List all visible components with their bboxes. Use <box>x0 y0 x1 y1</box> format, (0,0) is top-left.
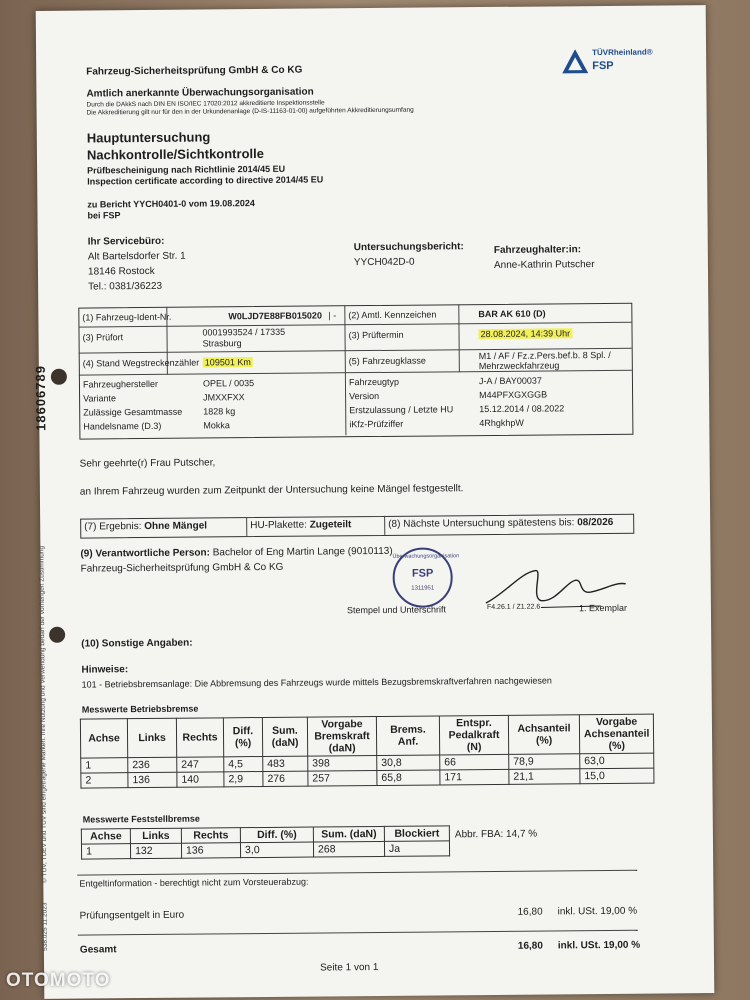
check-digit-label: iKfz-Prüfziffer <box>349 418 404 430</box>
inspection-place-label: (3) Prüfort <box>82 332 124 343</box>
next-inspection-label: (8) Nächste Untersuchung spätestens bis: <box>388 517 575 530</box>
doc-subtitle-en: Inspection certificate according to directive 2014/45 EU <box>87 174 324 187</box>
office-city: 18146 Rostock <box>87 265 155 278</box>
responsible-company: Fahrzeug-Sicherheitsprüfung GmbH & Co KG <box>80 561 284 575</box>
plaque-label: HU-Plakette: <box>250 519 307 532</box>
greeting: Sehr geehrte(r) Frau Putscher, <box>79 457 216 470</box>
table-cell: Ja <box>384 841 449 857</box>
vehicle-class-value: M1 / AF / Fz.z.Pers.bef.b. 8 Spl. / <box>478 349 611 362</box>
table-cell: 2,9 <box>224 771 263 786</box>
table-header: Rechts <box>181 828 240 844</box>
tuv-brand: TÜVRheinland® <box>592 47 653 58</box>
table-header: Links <box>130 828 181 843</box>
accreditation-title: Amtlich anerkannte Überwachungsorganisation <box>86 86 314 100</box>
punch-hole <box>49 627 65 643</box>
inspection-place-id: 0001993524 / 17335 <box>202 326 286 338</box>
table-cell: 4,5 <box>224 756 263 771</box>
version-value: M44PFXGXGGB <box>479 389 548 401</box>
table-cell: 268 <box>313 841 384 857</box>
table-cell: 276 <box>263 771 308 786</box>
fee-label: Prüfungsentgelt in Euro <box>79 909 185 922</box>
table-cell: 78,9 <box>509 754 580 770</box>
table-cell: 2 <box>81 773 128 788</box>
table-cell: 398 <box>308 755 377 771</box>
page-number: Seite 1 von 1 <box>320 961 379 974</box>
tuv-triangle-icon <box>561 48 589 74</box>
otomoto-watermark: OTOMOTO <box>6 970 111 991</box>
side-trademark-note: © TÜV, TUEV und TUV sind eingetragene Marken. Ihre Nutzung und Verwendung bedarf der vorherigen Zustimmung <box>38 545 49 883</box>
table-cell: 247 <box>177 757 224 772</box>
table-cell: 1 <box>81 844 130 859</box>
hint-text: 101 - Betriebsbremsanlage: Die Abbremsung des Fahrzeugs wurde mittels Bezugsbremskraftverfahren nachgewiesen <box>81 675 552 690</box>
report-reference: zu Bericht YYCH0401-0 vom 19.08.2024 <box>87 198 255 210</box>
vin-value: W0LJD7E88FB015020 <box>228 310 322 322</box>
vehicle-type-value: J-A / BAY00037 <box>478 375 542 387</box>
table-cell: 1 <box>81 758 128 773</box>
next-inspection-value: 08/2026 <box>577 516 614 529</box>
check-digit-value: 4RhgkhpW <box>479 417 524 429</box>
inspection-date-value: 28.08.2024, 14:39 Uhr <box>480 328 571 340</box>
table-header: Diff. (%) <box>240 827 313 843</box>
parking-brake-title: Messwerte Feststellbremse <box>82 813 200 825</box>
mass-label: Zulässige Gesamtmasse <box>83 406 183 418</box>
table-header: Achse <box>81 829 130 844</box>
table-cell: 236 <box>128 757 177 772</box>
stamp-text: Überwachungsorganisation <box>392 553 460 560</box>
table-cell: 65,8 <box>377 770 440 786</box>
variant-label: Variante <box>83 393 116 404</box>
vin-label: (1) Fahrzeug-Ident-Nr. <box>82 311 172 323</box>
divider <box>78 930 638 936</box>
table-cell: 257 <box>308 770 377 786</box>
holder-value: Anne-Kathrin Putscher <box>493 259 595 271</box>
responsible-label: (9) Verantwortliche Person: <box>80 547 210 560</box>
version-label: Version <box>349 390 380 402</box>
mass-value: 1828 kg <box>203 406 236 417</box>
misc-label: (10) Sonstige Angaben: <box>81 637 193 650</box>
vin-dash: | - <box>328 310 337 321</box>
table-cell: 21,1 <box>509 769 580 785</box>
table-header: Entspr. Pedalkraft (N) <box>439 715 508 755</box>
table-row <box>81 841 449 859</box>
manufacturer-value: OPEL / 0035 <box>202 378 255 389</box>
table-header: Vorgabe Bremskraft (daN) <box>307 716 376 756</box>
table-header: Sum. (daN) <box>262 717 307 756</box>
stamp-fsp: FSP <box>411 567 434 580</box>
doc-title-2: Nachkontrolle/Sichtkontrolle <box>86 145 265 163</box>
vehicle-class-label: (5) Fahrzeugklasse <box>348 355 426 367</box>
punch-hole <box>51 369 67 385</box>
table-cell: 30,8 <box>377 755 440 771</box>
trade-name-label: Handelsname (D.3) <box>83 420 162 432</box>
divider <box>77 870 637 876</box>
table-cell: 140 <box>177 772 224 787</box>
table-header: Brems. Anf. <box>376 716 439 756</box>
registration-value: 15.12.2014 / 08.2022 <box>479 403 565 415</box>
office-street: Alt Bartelsdorfer Str. 1 <box>87 250 186 263</box>
form-number: 538.025 11.2023 <box>41 902 49 951</box>
table-cell: 63,0 <box>580 753 654 769</box>
fba-value: Abbr. FBA: 14,7 % <box>454 828 538 841</box>
holder-label: Fahrzeughalter:in: <box>493 244 582 256</box>
accreditation-line2: Die Akkreditierung gilt nur für den in der Urkundenanlage (D-IS-11163-01-00) aufgeführten Akkreditierungsumfang <box>86 106 414 117</box>
odometer-label: (4) Stand Wegstreckenzähler <box>82 357 200 369</box>
table-header: Rechts <box>176 718 223 757</box>
table-header: Diff. (%) <box>223 717 262 756</box>
table-cell: 132 <box>130 843 181 858</box>
office-label: Ihr Servicebüro: <box>87 235 165 248</box>
table-cell: 3,0 <box>240 842 313 858</box>
report-label: Untersuchungsbericht: <box>353 241 464 254</box>
form-code: F4.26.1 / Z1.22.6 <box>486 603 541 612</box>
table-header: Blockiert <box>384 826 449 842</box>
parking-brake-table <box>81 825 450 859</box>
vehicle-class-value-2: Mehrzweckfahrzeug <box>478 360 560 372</box>
office-tel: Tel.: 0381/36223 <box>88 280 163 293</box>
table-header: Achsanteil (%) <box>508 715 579 755</box>
table-cell: 483 <box>263 756 308 771</box>
odometer-value: 109501 Km <box>204 357 251 368</box>
signature-label: Stempel und Unterschrift <box>346 604 447 616</box>
company-name: Fahrzeug-Sicherheitsprüfung GmbH & Co KG <box>86 64 303 78</box>
fee-tax: inkl. USt. 19,00 % <box>557 905 638 918</box>
service-brake-table <box>80 714 655 789</box>
manufacturer-label: Fahrzeughersteller <box>82 378 159 390</box>
trade-name-value: Mokka <box>203 420 230 431</box>
table-header: Links <box>127 718 176 757</box>
report-value: YYCH042D-0 <box>353 256 415 269</box>
accreditation-line1: Durch die DAkkS nach DIN EN ISO/IEC 17020:2012 akkreditierte Inspektionsstelle <box>86 99 325 109</box>
total-tax: inkl. USt. 19,00 % <box>557 939 641 952</box>
doc-title: Hauptuntersuchung <box>86 129 211 146</box>
inspection-document <box>32 5 715 999</box>
stamp-number: 1311951 <box>411 585 435 592</box>
table-cell: 171 <box>440 769 509 785</box>
table-header: Sum. (daN) <box>313 826 384 842</box>
result-value: Ohne Mängel <box>144 520 208 533</box>
result-label: (7) Ergebnis: <box>84 521 142 533</box>
fsp-brand: FSP <box>592 59 614 73</box>
hint-label: Hinweise: <box>81 664 129 676</box>
fee-value: 16,80 <box>517 906 543 918</box>
registration-label: Erstzulassung / Letzte HU <box>349 404 454 416</box>
service-brake-title: Messwerte Betriebsbremse <box>81 703 199 715</box>
responsible-value: Bachelor of Eng Martin Lange (9010113) <box>212 545 393 559</box>
side-number: 18606789 <box>32 365 49 431</box>
doc-subtitle: Prüfbescheinigung nach Richtlinie 2014/45 EU <box>87 163 286 176</box>
inspection-place-city: Strasburg <box>202 338 242 349</box>
table-cell: 15,0 <box>580 768 654 784</box>
plate-label: (2) Amtl. Kennzeichen <box>348 309 437 321</box>
grid-line <box>384 516 385 535</box>
report-reference-2: bei FSP <box>87 210 121 221</box>
plaque-value: Zugeteilt <box>309 519 352 531</box>
table-cell: 136 <box>128 772 177 787</box>
table-cell: 136 <box>181 843 240 859</box>
table-header-row <box>80 714 654 758</box>
table-cell: 66 <box>440 754 509 770</box>
result-text: an Ihrem Fahrzeug wurden zum Zeitpunkt der Untersuchung keine Mängel festgestellt. <box>79 483 464 498</box>
fee-info: Entgeltinformation - berechtigt nicht zum Vorsteuerabzug: <box>79 876 309 889</box>
total-label: Gesamt <box>79 944 117 956</box>
vehicle-type-label: Fahrzeugtyp <box>348 376 400 388</box>
plate-value: BAR AK 610 (D) <box>478 308 546 320</box>
total-value: 16,80 <box>517 940 543 952</box>
inspection-date-label: (3) Prüftermin <box>348 329 404 341</box>
variant-value: JMXXFXX <box>203 392 245 403</box>
table-header: Achse <box>80 719 127 758</box>
copy-label: 1. Exemplar <box>578 602 628 614</box>
grid-line <box>246 517 247 536</box>
table-header: Vorgabe Achsenanteil (%) <box>579 714 654 754</box>
